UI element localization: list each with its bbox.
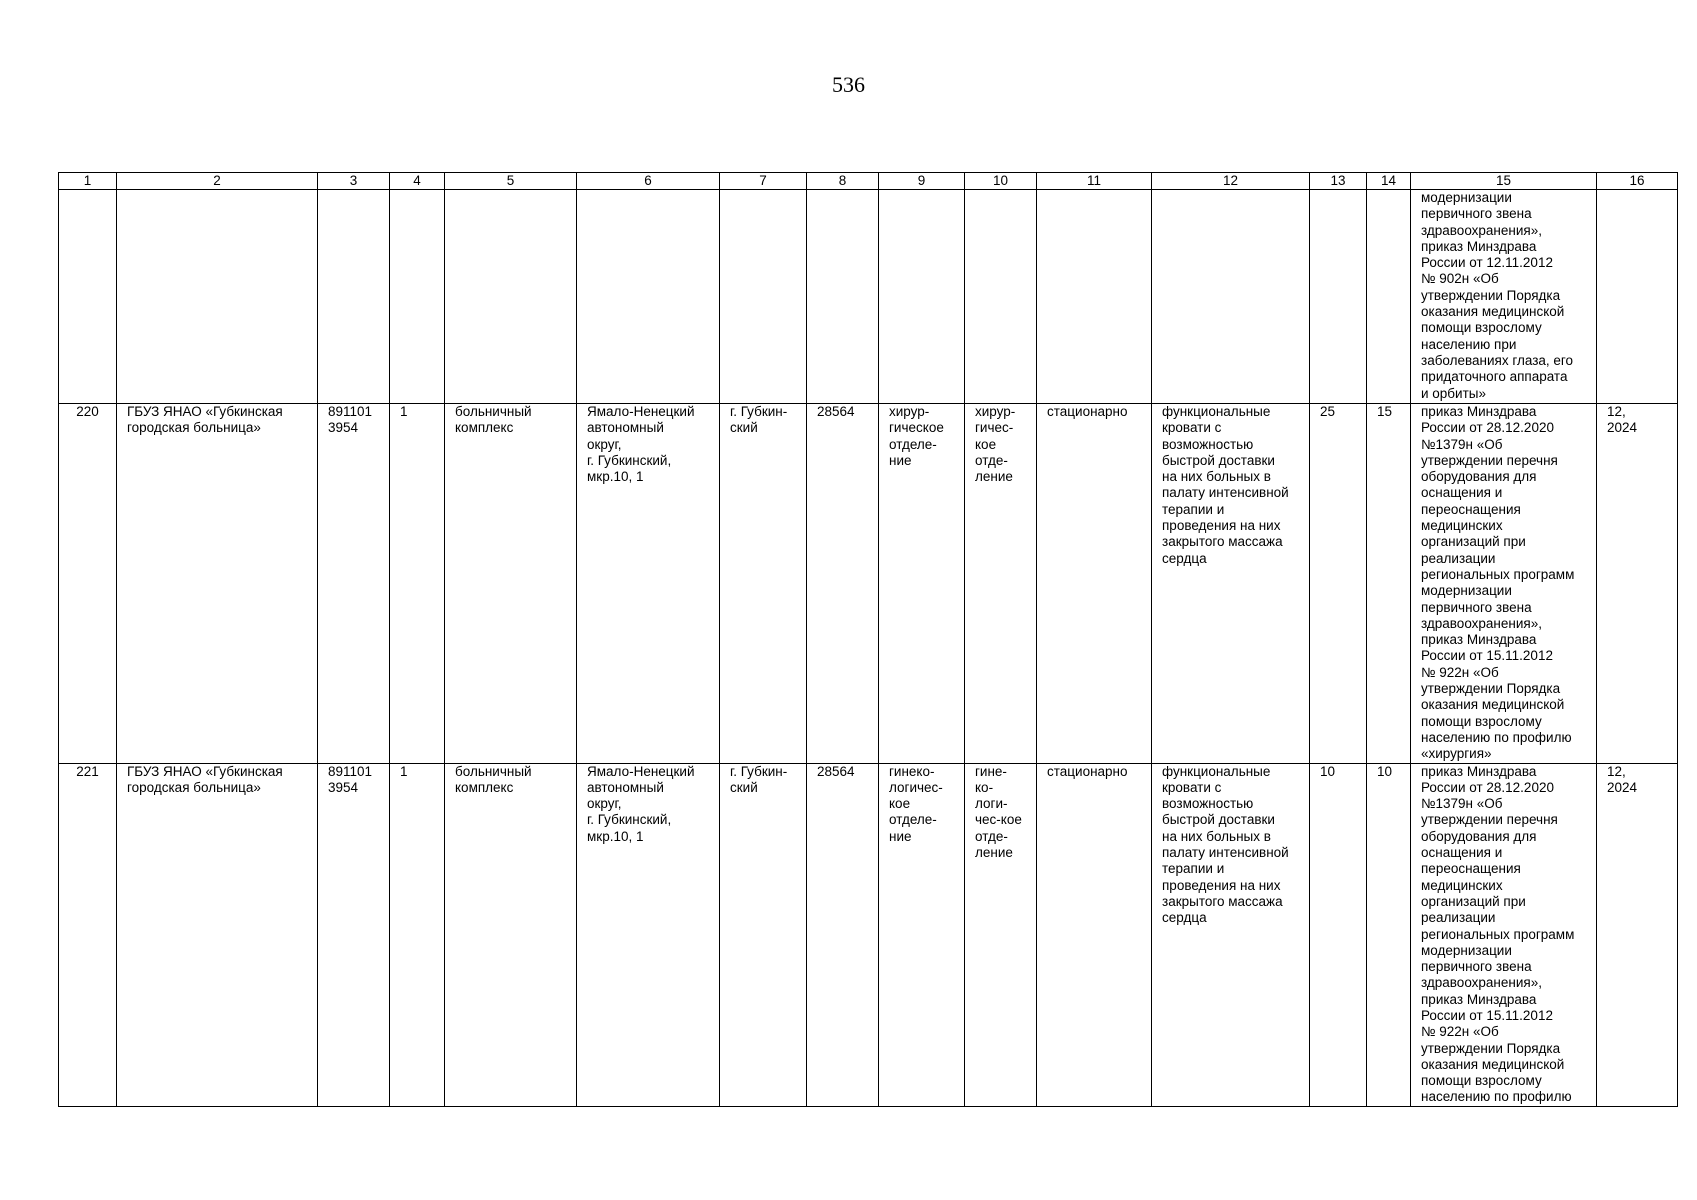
column-header: 14 [1367,173,1411,190]
table-cell [1310,190,1367,404]
column-header: 13 [1310,173,1367,190]
quantity-cell-2: 15 [1367,404,1411,764]
department-cell-2: гине- ко- логи- чес-кое отде- ление [965,763,1037,1106]
legal-basis-cell: приказ Минздрава России от 28.12.2020 №1379н «Об утверждении перечня оборудования для оснащения и переоснащения медицинских организаций при реализации региональных программ модернизации первичного звена здравоохранения», приказ Минздрава России от 15.11.2012 № 922н «Об утверждении Порядка оказания медицинской помощи взрослому населению по профилю [1411,763,1597,1106]
address-cell: Ямало-Ненецкий автономный округ, г. Губкинский, мкр.10, 1 [577,404,720,764]
column-header: 3 [318,173,390,190]
table-cell [117,190,318,404]
legal-basis-cell: приказ Минздрава России от 28.12.2020 №1379н «Об утверждении перечня оборудования для оснащения и переоснащения медицинских организаций при реализации региональных программ модернизации первичного звена здравоохранения», приказ Минздрава России от 15.11.2012 № 922н «Об утверждении Порядка оказания медицинской помощи взрослому населению по профилю «хирургия» [1411,404,1597,764]
city-cell: г. Губкин- ский [720,404,807,764]
department-cell: гинеко- логичес- кое отделе- ние [879,763,965,1106]
column-header: 9 [879,173,965,190]
inn-cell: 891101 3954 [318,404,390,764]
count-cell: 1 [390,763,445,1106]
table-cell [879,190,965,404]
care-mode-cell: стационарно [1037,763,1152,1106]
table-row [59,404,1678,764]
table-cell [445,190,577,404]
column-header: 16 [1597,173,1678,190]
table-row [59,763,1678,1106]
organization-cell: ГБУЗ ЯНАО «Губкинская городская больница» [117,404,318,764]
quantity-cell: 25 [1310,404,1367,764]
quantity-cell-2: 10 [1367,763,1411,1106]
table-cell [1367,190,1411,404]
column-header: 5 [445,173,577,190]
column-number-header [59,173,1678,190]
row-number-cell: 220 [59,404,117,764]
row-number-cell: 221 [59,763,117,1106]
table-row-continuation [59,190,1678,404]
table-cell [807,190,879,404]
column-header: 10 [965,173,1037,190]
city-cell: г. Губкин- ский [720,763,807,1106]
page-number: 536 [832,72,865,97]
inn-cell: 891101 3954 [318,763,390,1106]
organization-cell: ГБУЗ ЯНАО «Губкинская городская больница» [117,763,318,1106]
count-cell: 1 [390,404,445,764]
table-cell [577,190,720,404]
column-header: 2 [117,173,318,190]
equipment-cell: функциональные кровати с возможностью быстрой доставки на них больных в палату интенсивной терапии и проведения на них закрытого массажа сердца [1152,763,1310,1106]
column-header: 12 [1152,173,1310,190]
table-cell [59,190,117,404]
object-type-cell: больничный комплекс [445,763,577,1106]
legal-basis-cell: модернизации первичного звена здравоохранения», приказ Минздрава России от 12.11.2012 № 902н «Об утверждении Порядка оказания медицинской помощи взрослому населению при заболеваниях глаза, его придаточного аппарата и орбиты» [1411,190,1597,404]
column-header: 11 [1037,173,1152,190]
period-cell: 12, 2024 [1597,404,1678,764]
table-cell [1037,190,1152,404]
column-header: 1 [59,173,117,190]
equipment-cell: функциональные кровати с возможностью быстрой доставки на них больных в палату интенсивной терапии и проведения на них закрытого массажа сердца [1152,404,1310,764]
department-cell-2: хирур- гичес- кое отде- ление [965,404,1037,764]
table-cell [1597,190,1678,404]
code-cell: 28564 [807,763,879,1106]
table-cell [720,190,807,404]
code-cell: 28564 [807,404,879,764]
column-header: 8 [807,173,879,190]
column-header: 4 [390,173,445,190]
care-mode-cell: стационарно [1037,404,1152,764]
object-type-cell: больничный комплекс [445,404,577,764]
table-cell [1152,190,1310,404]
department-cell: хирур- гическое отделе- ние [879,404,965,764]
column-header: 6 [577,173,720,190]
table-cell [390,190,445,404]
quantity-cell: 10 [1310,763,1367,1106]
table-cell [965,190,1037,404]
address-cell: Ямало-Ненецкий автономный округ, г. Губкинский, мкр.10, 1 [577,763,720,1106]
column-header: 7 [720,173,807,190]
period-cell: 12, 2024 [1597,763,1678,1106]
table-cell [318,190,390,404]
column-header: 15 [1411,173,1597,190]
equipment-table [58,172,1678,1107]
